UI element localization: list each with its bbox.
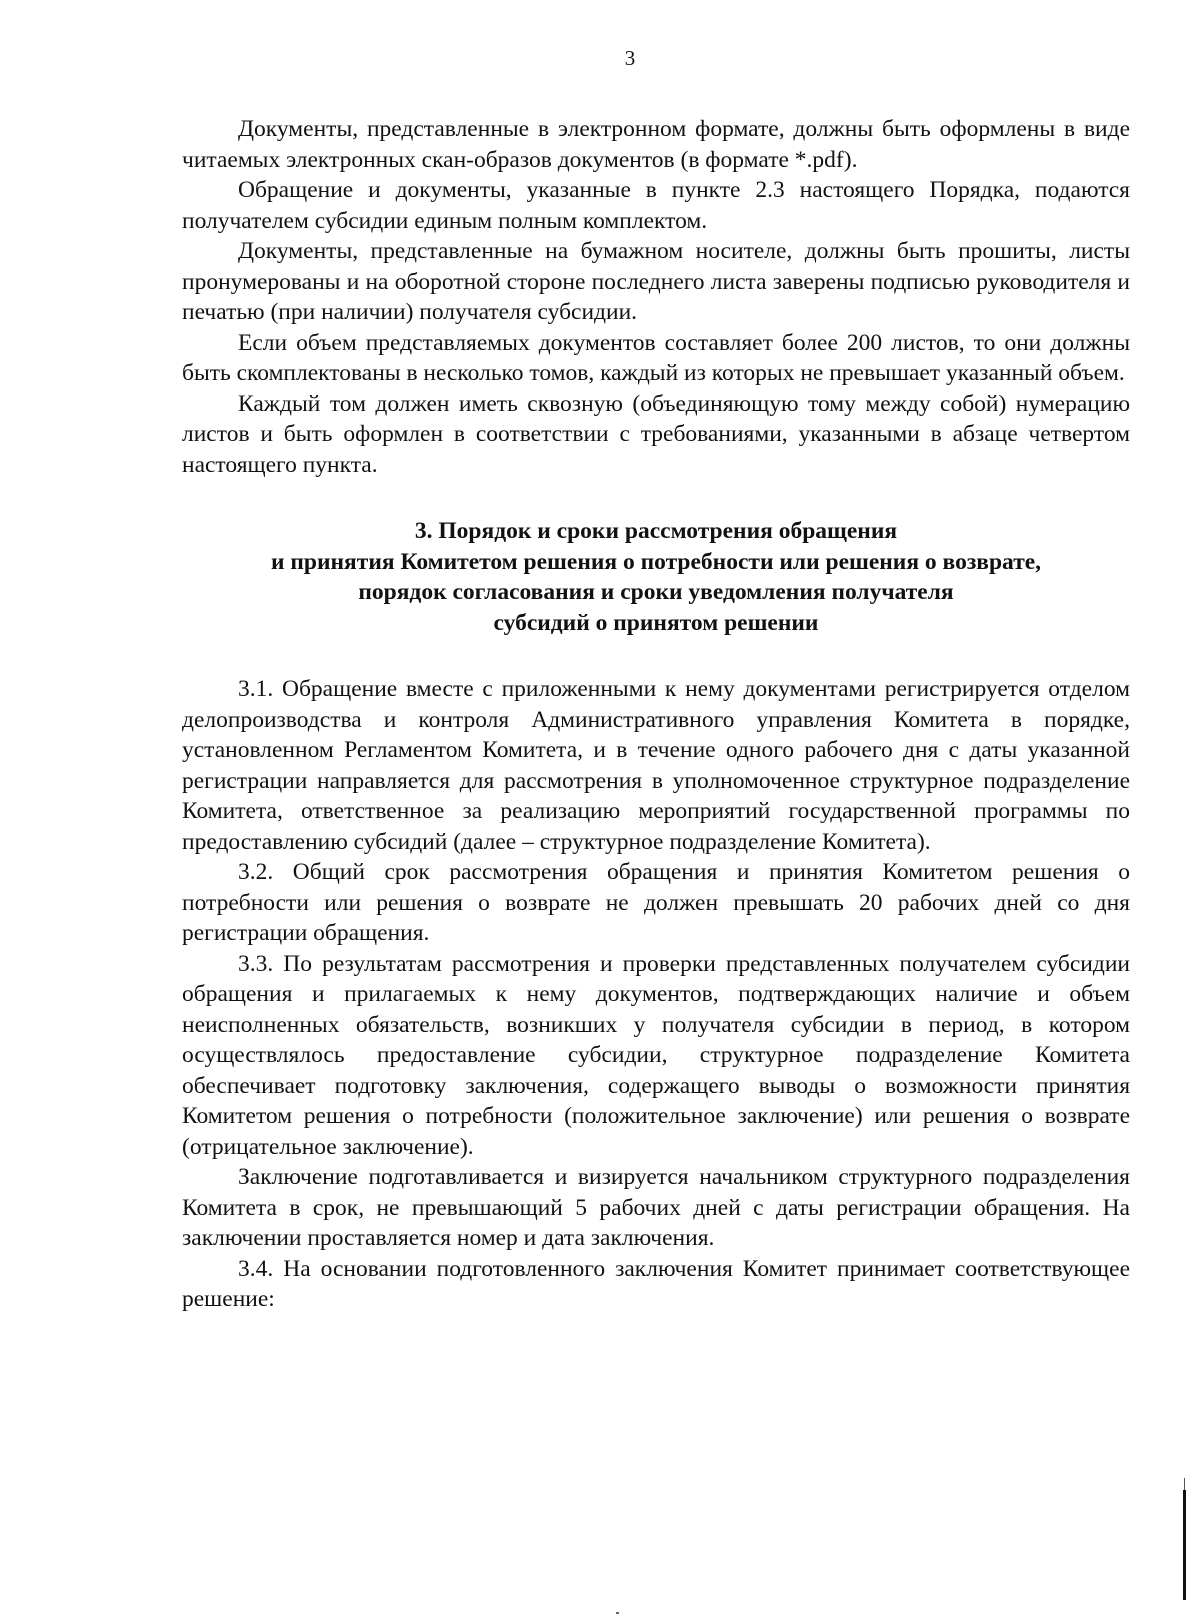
section-heading-line: и принятия Комитетом решения о потребности или решения о возврате, — [270, 548, 1042, 575]
paragraph-volumes: Если объем представляемых документов составляет более 200 листов, то они должны быть скомплектованы в несколько томов, каждый из которых не превышает указанный объем. — [182, 329, 1130, 386]
paragraph-electronic-format: Документы, представленные в электронном формате, должны быть оформлены в виде читаемых электронных скан-образов документов (в формате *.pdf). — [182, 116, 1130, 173]
paragraph-3-2: 3.2. Общий срок рассмотрения обращения и принятия Комитетом решения о потребности или решения о возврате не должен превышать 20 рабочих дней со дня регистрации обращения. — [182, 859, 1130, 946]
section-heading-line: 3. Порядок и сроки рассмотрения обращения — [414, 518, 898, 544]
section-heading — [182, 516, 1130, 638]
paragraph-3-4: 3.4. На основании подготовленного заключения Комитет принимает соответствующее решение: — [182, 1255, 1130, 1312]
document-body — [182, 114, 1130, 1315]
section-heading-line: порядок согласования и сроки уведомления получателя — [358, 579, 954, 605]
paragraph-full-set: Обращение и документы, указанные в пункте 2.3 настоящего Порядка, подаются получателем субсидии единым полным комплектом. — [182, 177, 1130, 234]
scan-edge-line — [1183, 1490, 1186, 1600]
section-heading-line: субсидий о принятом решении — [493, 609, 819, 636]
paragraph-conclusion: Заключение подготавливается и визируется начальником структурного подразделения Комитета в срок, не превышающий 5 рабочих дней с даты регистрации обращения. На заключении проставляется номер и дата заключения. — [182, 1164, 1130, 1251]
paragraph-paper-documents: Документы, представленные на бумажном носителе, должны быть прошиты, листы пронумерованы и на оборотной стороне последнего листа заверены подписью руководителя и печатью (при наличии) получателя субсидии. — [182, 238, 1130, 325]
paragraph-3-1: 3.1. Обращение вместе с приложенными к нему документами регистрируется отделом делопроизводства и контроля Административного управления Комитета в порядке, установленном Регламентом Комитета, и в течение одного рабочего дня с даты указанной регистрации направляется для рассмотрения в уполномоченное структурное подразделение Комитета, ответственное за реализацию мероприятий государственной программы по предоставлению субсидий (далее – структурное подразделение Комитета). — [182, 676, 1130, 855]
paragraph-volume-numbering: Каждый том должен иметь сквозную (объединяющую тому между собой) нумерацию листов и быть оформлен в соответствии с требованиями, указанными в абзаце четвертом настоящего пункта. — [182, 390, 1130, 478]
page-number: 3 — [624, 46, 636, 70]
scan-speck — [616, 1612, 619, 1614]
paragraph-3-3: 3.3. По результатам рассмотрения и проверки представленных получателем субсидии обращения и прилагаемых к нему документов, подтверждающих наличие и объем неисполненных обязательств, возникших у получателя субсидии в период, в котором осуществлялось предоставление субсидии, структурное подразделение Комитета обеспечивает подготовку заключения, содержащего выводы о возможности принятия Комитетом решения о потребности (положительное заключение) или решения о возврате (отрицательное заключение). — [182, 950, 1130, 1160]
